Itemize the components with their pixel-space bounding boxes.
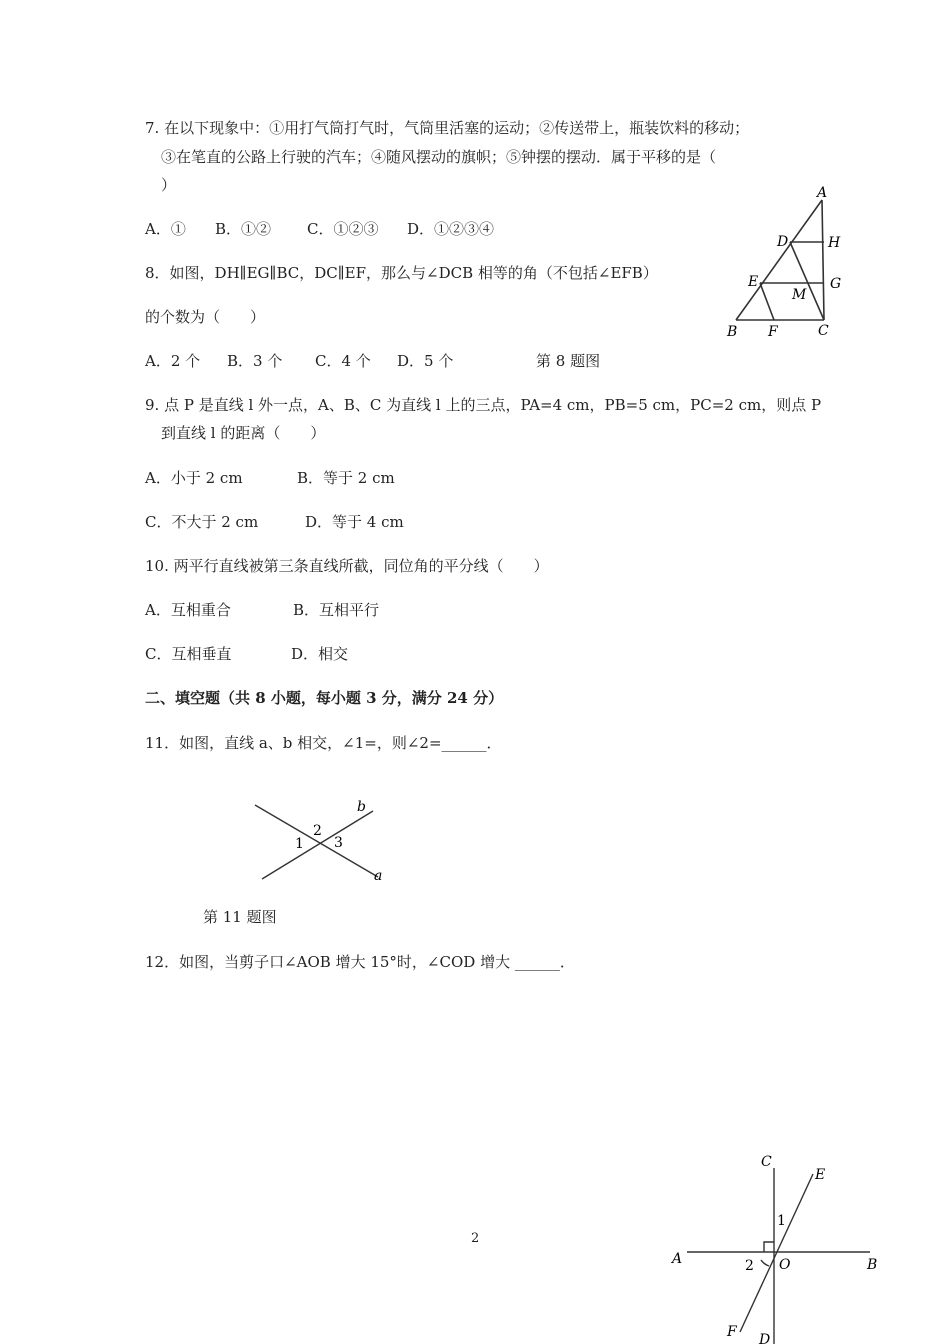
angle-2-arc	[761, 1260, 769, 1266]
angle-2-label: 2	[745, 1258, 754, 1274]
q9-line2: 到直线 l 的距离（ ）	[161, 424, 326, 442]
q9-line1: 9. 点 P 是直线 l 外一点，A、B、C 为直线 l 上的三点，PA=4 cm，PB=5 cm，PC=2 cm，则点 P	[145, 396, 822, 414]
label-b: B	[867, 1257, 878, 1273]
q7-option-d: D．①②③④	[407, 220, 495, 238]
label-a: A	[672, 1251, 683, 1267]
section-2-heading: 二、填空题（共 8 小题，每小题 3 分，满分 24 分）	[145, 689, 504, 707]
angle-3-label: 3	[334, 835, 343, 851]
q9-option-a: A．小于 2 cm	[145, 469, 243, 487]
q12-line1: 12．如图，当剪子口∠AOB 增大 15°时，∠COD 增大 ______．	[145, 953, 575, 971]
q11-figure-caption: 第 11 题图	[203, 908, 277, 926]
angle-1-label: 1	[777, 1213, 786, 1229]
angle-1-label: 1	[295, 836, 304, 852]
q8-figure	[720, 180, 850, 345]
q7-line2: ③在笔直的公路上行驶的汽车；④随风摆动的旗帜；⑤钟摆的摆动．属于平移的是（	[161, 148, 717, 166]
q10-line1: 10. 两平行直线被第三条直线所截，同位角的平分线（ ）	[145, 557, 549, 575]
segment-ab	[736, 200, 822, 320]
q7-line1: 7. 在以下现象中：①用打气筒打气时，气筒里活塞的运动；②传送带上，瓶装饮料的移动；	[145, 119, 750, 137]
line-b	[262, 811, 373, 879]
label-d: D	[777, 234, 789, 250]
q10-option-a: A．互相重合	[145, 601, 231, 619]
line-a	[255, 805, 378, 877]
label-g: G	[830, 276, 842, 292]
label-c: C	[761, 1154, 772, 1170]
label-c: C	[818, 323, 829, 339]
label-e: E	[748, 274, 759, 290]
label-a: a	[374, 868, 383, 884]
q7-option-c: C．①②③	[307, 220, 379, 238]
segment-ef	[760, 283, 774, 320]
label-b: B	[727, 324, 738, 340]
q8-option-c: C．4 个	[315, 352, 371, 370]
q7-option-b: B．①②	[215, 220, 272, 238]
q9-option-b: B．等于 2 cm	[297, 469, 395, 487]
line-ef	[740, 1174, 813, 1332]
page-number: 2	[471, 1231, 480, 1246]
q11-line1: 11．如图，直线 a、b 相交，∠1=，则∠2=______．	[145, 734, 502, 752]
q8-option-a: A．2 个	[145, 352, 201, 370]
q9-option-d: D．等于 4 cm	[305, 513, 404, 531]
q8-option-b: B．3 个	[227, 352, 283, 370]
q8-figure-caption: 第 8 题图	[536, 352, 601, 370]
label-f: F	[727, 1324, 737, 1340]
q8-line1: 8．如图，DH∥EG∥BC，DC∥EF，那么与∠DCB 相等的角（不包括∠EFB）	[145, 264, 658, 282]
q7-option-a: A．①	[145, 220, 186, 238]
right-angle-mark	[764, 1242, 774, 1252]
q10-option-c: C．互相垂直	[145, 645, 232, 663]
q8-line2: 的个数为（ ）	[145, 308, 266, 326]
q7-line3: ）	[161, 176, 177, 194]
label-e: E	[815, 1167, 826, 1183]
q10-option-b: B．互相平行	[293, 601, 380, 619]
label-a: A	[817, 185, 828, 201]
q10-option-d: D．相交	[291, 645, 349, 663]
segment-dc	[790, 242, 824, 320]
angle-2-label: 2	[313, 823, 322, 839]
q11-figure	[250, 795, 400, 890]
label-d: D	[759, 1332, 771, 1344]
label-h: H	[828, 235, 841, 251]
q8-option-d: D．5 个	[397, 352, 454, 370]
q9-option-c: C．不大于 2 cm	[145, 513, 259, 531]
q12-figure	[665, 1148, 885, 1344]
label-b: b	[357, 799, 366, 815]
q8-figure-lines	[736, 200, 824, 320]
label-f: F	[768, 324, 778, 340]
label-m: M	[792, 287, 807, 303]
label-o: O	[779, 1257, 791, 1273]
segment-ac	[822, 200, 824, 320]
